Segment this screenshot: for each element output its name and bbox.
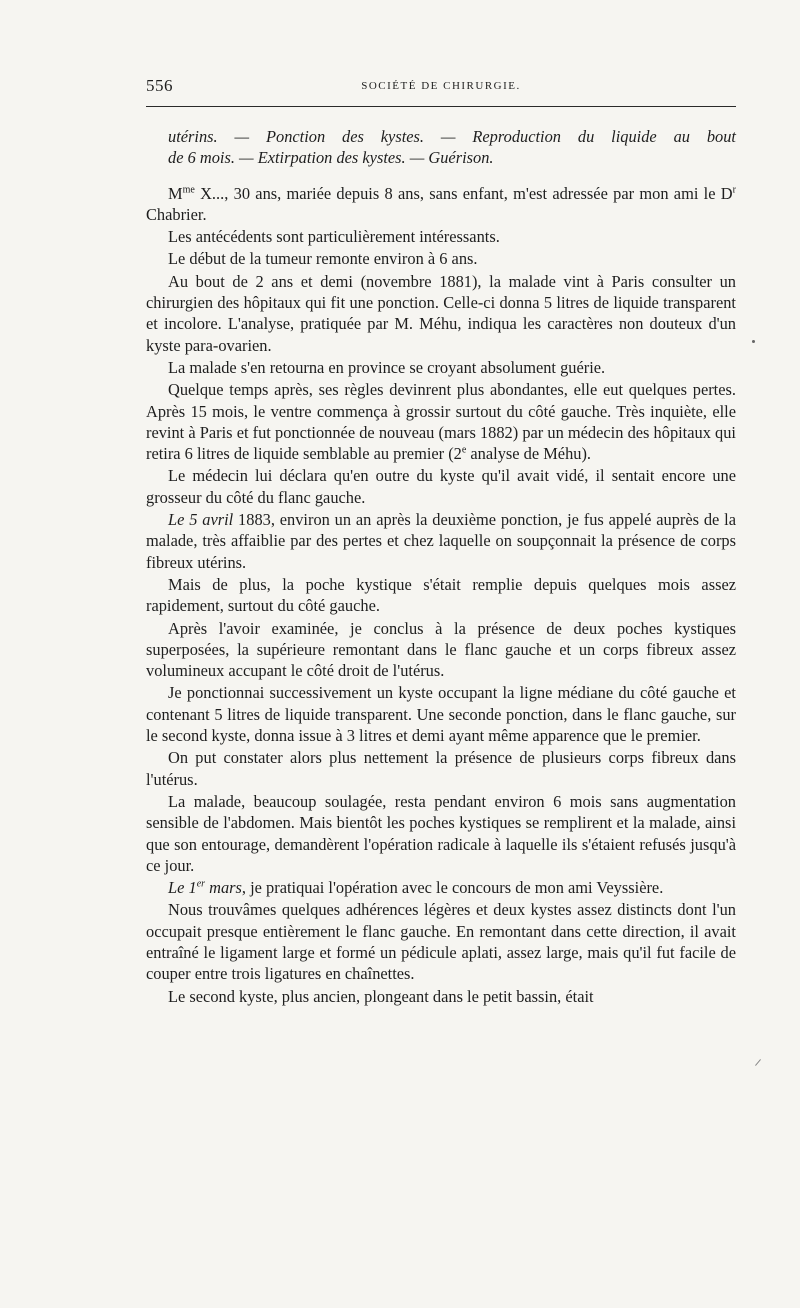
- text-run: M: [168, 183, 183, 203]
- text-run: Quelque temps après, ses règles devinrent plus abondantes, elle eut quelques pertes. Après 15 mois, le ventre commença à grossir surtout du côté gauche. Très inquiète, elle revint à Paris et fut ponctionnée de nouveau (mars 1882) par un médecin des hôpitaux qui retira 6 litres de liquide semblable au premier (2: [146, 380, 736, 464]
- superscript: er: [196, 878, 206, 890]
- paragraph: Les antécédents sont particulièrement intéressants.: [168, 227, 500, 247]
- italic-date: Le 1: [168, 878, 197, 898]
- paragraph: Le second kyste, plus ancien, plongeant dans le petit bassin, était: [168, 986, 594, 1006]
- page-number: 556: [146, 76, 173, 95]
- running-head: SOCIÉTÉ DE CHIRURGIE.: [361, 80, 521, 92]
- paragraph: Je ponctionnai successivement un kyste occupant la ligne médiane du côté gauche et contenant 5 litres de liquide transparent. Une seconde ponction, dans le flanc gauche, sur le second kyste, donna issue à 3 litres et demi ayant même apparence que le premier.: [146, 683, 736, 746]
- section-title: [146, 126, 736, 169]
- scan-mark: [755, 1059, 761, 1066]
- paragraph: [146, 877, 736, 898]
- paragraph: Mais de plus, la poche kystique s'était remplie depuis quelques mois assez rapidement, surtout du côté gauche.: [146, 574, 736, 616]
- paragraph: [146, 183, 736, 226]
- paragraph: Au bout de 2 ans et demi (novembre 1881), la malade vint à Paris consulter un chirurgien des hôpitaux qui fit une ponction. Celle-ci donna 5 litres de liquide transparent et incolore. L'analyse, pratiquée par M. Méhu, indiqua les caractères non douteux d'un kyste para-ovarien.: [146, 271, 736, 355]
- text-run: 1883, environ un an après la deuxième ponction, je fus appelé auprès de la malade, très affaiblie par des pertes et chez laquelle on soupçonnait la présence de corps fibreux utérins.: [146, 510, 736, 572]
- page-header: [146, 76, 736, 100]
- text-run: Chabrier.: [146, 204, 207, 224]
- scan-speck: [752, 340, 755, 343]
- paragraph: La malade s'en retourna en province se croyant absolument guérie.: [168, 357, 606, 377]
- italic-date: Le 5 avril: [168, 510, 234, 530]
- paragraph: Le début de la tumeur remonte environ à 6 ans.: [168, 249, 478, 269]
- paragraph: La malade, beaucoup soulagée, resta pendant environ 6 mois sans augmentation sensible de l'abdomen. Mais bientôt les poches kystiques se remplirent et la malade, ainsi que son entourage, demandèrent l'opération radicale à laquelle ils s'étaient refusés jusqu'à ce jour.: [146, 791, 736, 875]
- paragraph: [146, 379, 736, 464]
- text-run: , je pratiquai l'opération avec le concours de mon ami Veyssière.: [241, 878, 664, 898]
- superscript: me: [182, 184, 195, 196]
- paragraph: Après l'avoir examinée, je conclus à la présence de deux poches kystiques superposées, la supérieure remontant dans le flanc gauche et un corps fibreux assez volumineux accupant le côté droit de l'utérus.: [146, 618, 736, 681]
- header-rule: [146, 106, 736, 107]
- title-line-2: de 6 mois. — Extirpation des kystes. — Guérison.: [168, 148, 494, 168]
- paragraph: Le médecin lui déclara qu'en outre du kyste qu'il avait vidé, il sentait encore une grosseur du côté du flanc gauche.: [146, 466, 736, 507]
- superscript: e: [461, 444, 467, 456]
- text-run: X..., 30 ans, mariée depuis 8 ans, sans enfant, m'est adressée par mon ami le D: [194, 183, 733, 203]
- text-run: analyse de Méhu).: [466, 444, 592, 464]
- paragraph: Nous trouvâmes quelques adhérences légères et deux kystes assez distincts dont l'un occupait presque entièrement le flanc gauche. En remontant dans cette direction, il avait entraîné le ligament large et formé un pédicule aplati, assez large, mais qu'il fut facile de couper entre trois ligatures en chaînettes.: [146, 900, 736, 984]
- paragraph: On put constater alors plus nettement la présence de plusieurs corps fibreux dans l'utérus.: [146, 748, 736, 789]
- title-line-1: utérins. — Ponction des kystes. — Reproduction du liquide au bout: [168, 127, 736, 146]
- body-text: [146, 126, 736, 1008]
- italic-date: mars: [205, 878, 242, 898]
- superscript: r: [732, 184, 736, 196]
- paragraph: [146, 509, 736, 573]
